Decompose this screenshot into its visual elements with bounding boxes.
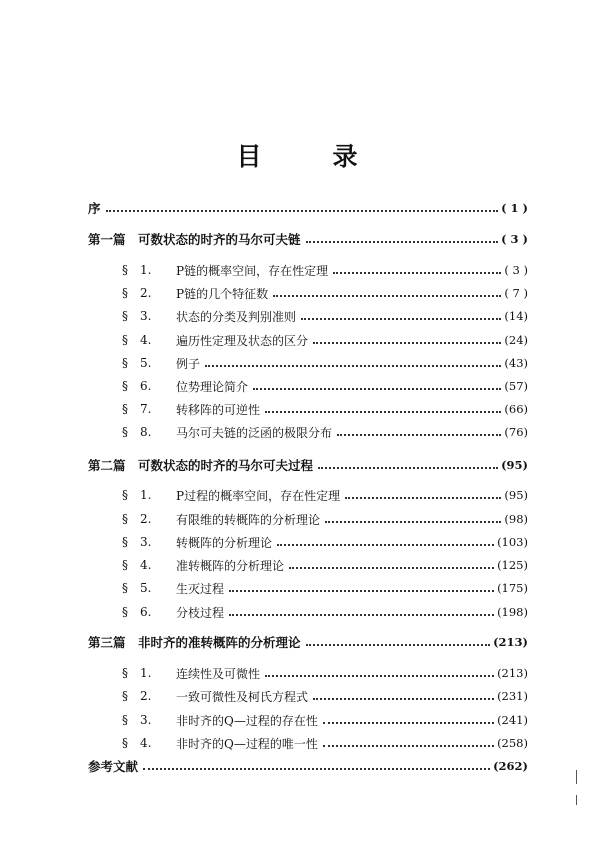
- section-symbol: §: [122, 488, 128, 502]
- section-number: 6.: [140, 605, 152, 619]
- section-number: 4.: [140, 558, 152, 572]
- dot-leader: [143, 767, 490, 770]
- toc-part-entry: [88, 756, 528, 776]
- section-symbol: §: [122, 309, 128, 323]
- scan-edge-mark: [576, 795, 577, 805]
- entry-label: 生灭过程: [176, 581, 225, 596]
- toc-section-entry: [122, 532, 528, 552]
- section-number: 1.: [140, 666, 152, 680]
- section-number: 3.: [140, 713, 152, 727]
- toc-section-entry: [122, 578, 528, 598]
- section-number: 4.: [140, 333, 152, 347]
- entry-label: 有限维的转概阵的分析理论: [176, 512, 321, 527]
- toc-part-entry: [88, 198, 528, 218]
- scan-edge-mark: [576, 770, 577, 784]
- section-number: 4.: [140, 736, 152, 750]
- entry-page-number: (198): [497, 605, 528, 619]
- dot-leader: [318, 466, 498, 469]
- entry-page-number: ( 3 ): [504, 263, 528, 277]
- entry-label: 第三篇 非时齐的准转概阵的分析理论: [88, 635, 301, 650]
- dot-leader: [306, 240, 499, 243]
- entry-label: 准转概阵的分析理论: [176, 558, 285, 573]
- toc-section-entry: [122, 509, 528, 529]
- section-number: 5.: [140, 581, 152, 595]
- section-symbol: §: [122, 558, 128, 572]
- section-symbol: §: [122, 736, 128, 750]
- entry-label: 转移阵的可逆性: [176, 402, 261, 417]
- section-number: 5.: [140, 356, 152, 370]
- entry-page-number: (14): [504, 309, 528, 323]
- section-symbol: §: [122, 581, 128, 595]
- entry-label: 分枝过程: [176, 605, 225, 620]
- entry-page-number: (43): [504, 356, 528, 370]
- entry-label: 马尔可夫链的泛函的极限分布: [176, 425, 333, 440]
- dot-leader: [337, 433, 501, 436]
- entry-page-number: (103): [497, 535, 528, 549]
- section-number: 3.: [140, 309, 152, 323]
- dot-leader: [273, 294, 501, 297]
- entry-label: 位势理论简介: [176, 379, 249, 394]
- section-symbol: §: [122, 535, 128, 549]
- toc-section-entry: [122, 376, 528, 396]
- toc-section-entry: [122, 399, 528, 419]
- entry-page-number: ( 3 ): [501, 232, 528, 246]
- section-number: 7.: [140, 402, 152, 416]
- entry-label: 非时齐的Q—过程的唯一性: [176, 736, 318, 751]
- entry-page-number: (241): [497, 713, 528, 727]
- toc-section-entry: [122, 283, 528, 303]
- toc-part-entry: [88, 455, 528, 475]
- entry-label: 序: [88, 201, 101, 216]
- section-symbol: §: [122, 379, 128, 393]
- entry-page-number: (66): [504, 402, 528, 416]
- entry-page-number: (24): [504, 333, 528, 347]
- entry-page-number: (213): [497, 666, 528, 680]
- entry-page-number: (98): [504, 512, 528, 526]
- entry-page-number: (125): [497, 558, 528, 572]
- dot-leader: [106, 209, 499, 212]
- dot-leader: [205, 364, 501, 367]
- entry-page-number: (258): [497, 736, 528, 750]
- toc-section-entry: [122, 260, 528, 280]
- dot-leader: [265, 410, 501, 413]
- entry-page-number: (262): [493, 759, 528, 773]
- section-symbol: §: [122, 402, 128, 416]
- toc-section-entry: [122, 306, 528, 326]
- entry-page-number: (57): [504, 379, 528, 393]
- section-symbol: §: [122, 605, 128, 619]
- dot-leader: [277, 543, 494, 546]
- section-symbol: §: [122, 666, 128, 680]
- entry-label: 状态的分类及判别准则: [176, 309, 297, 324]
- section-symbol: §: [122, 286, 128, 300]
- toc-section-entry: [122, 602, 528, 622]
- dot-leader: [313, 341, 501, 344]
- section-symbol: §: [122, 333, 128, 347]
- dot-leader: [301, 317, 501, 320]
- section-number: 8.: [140, 425, 152, 439]
- dot-leader: [306, 643, 491, 646]
- section-number: 2.: [140, 286, 152, 300]
- entry-label: 转概阵的分析理论: [176, 535, 273, 550]
- section-number: 1.: [140, 263, 152, 277]
- title-char-2: 录: [332, 142, 359, 171]
- entry-label: 一致可微性及柯氏方程式: [176, 689, 309, 704]
- section-symbol: §: [122, 713, 128, 727]
- toc-section-entry: [122, 330, 528, 350]
- dot-leader: [253, 387, 501, 390]
- section-number: 3.: [140, 535, 152, 549]
- entry-label: 遍历性定理及状态的区分: [176, 333, 309, 348]
- toc-section-entry: [122, 733, 528, 753]
- dot-leader: [323, 721, 494, 724]
- dot-leader: [265, 674, 494, 677]
- entry-label: P链的几个特征数: [176, 286, 269, 301]
- entry-page-number: ( 7 ): [504, 286, 528, 300]
- section-symbol: §: [122, 263, 128, 277]
- section-number: 6.: [140, 379, 152, 393]
- toc-section-entry: [122, 710, 528, 730]
- entry-label: P链的概率空间，存在性定理: [176, 263, 329, 278]
- toc-section-entry: [122, 353, 528, 373]
- page-title: [0, 137, 595, 173]
- entry-page-number: (213): [493, 635, 528, 649]
- entry-page-number: (76): [504, 425, 528, 439]
- toc-section-entry: [122, 663, 528, 683]
- section-symbol: §: [122, 356, 128, 370]
- dot-leader: [333, 271, 501, 274]
- entry-page-number: (95): [504, 488, 528, 502]
- toc-section-entry: [122, 485, 528, 505]
- toc-section-entry: [122, 686, 528, 706]
- section-number: 1.: [140, 488, 152, 502]
- dot-leader: [229, 589, 494, 592]
- section-symbol: §: [122, 689, 128, 703]
- entry-label: 例子: [176, 356, 201, 371]
- entry-label: 参考文献: [88, 759, 139, 774]
- section-symbol: §: [122, 512, 128, 526]
- dot-leader: [229, 613, 494, 616]
- entry-label: 非时齐的Q—过程的存在性: [176, 713, 318, 728]
- dot-leader: [323, 744, 494, 747]
- entry-page-number: (175): [497, 581, 528, 595]
- dot-leader: [313, 697, 494, 700]
- entry-label: P过程的概率空间，存在性定理: [176, 488, 341, 503]
- section-number: 2.: [140, 512, 152, 526]
- section-number: 2.: [140, 689, 152, 703]
- dot-leader: [345, 496, 501, 499]
- toc-section-entry: [122, 555, 528, 575]
- toc-part-entry: [88, 229, 528, 249]
- section-symbol: §: [122, 425, 128, 439]
- entry-page-number: ( 1 ): [501, 201, 528, 215]
- dot-leader: [325, 520, 501, 523]
- toc-part-entry: [88, 632, 528, 652]
- entry-label: 第一篇 可数状态的时齐的马尔可夫链: [88, 232, 301, 247]
- title-char-1: 目: [236, 142, 263, 171]
- entry-label: 连续性及可微性: [176, 666, 261, 681]
- entry-page-number: (95): [501, 458, 528, 472]
- dot-leader: [289, 566, 494, 569]
- toc-section-entry: [122, 422, 528, 442]
- entry-page-number: (231): [497, 689, 528, 703]
- entry-label: 第二篇 可数状态的时齐的马尔可夫过程: [88, 458, 314, 473]
